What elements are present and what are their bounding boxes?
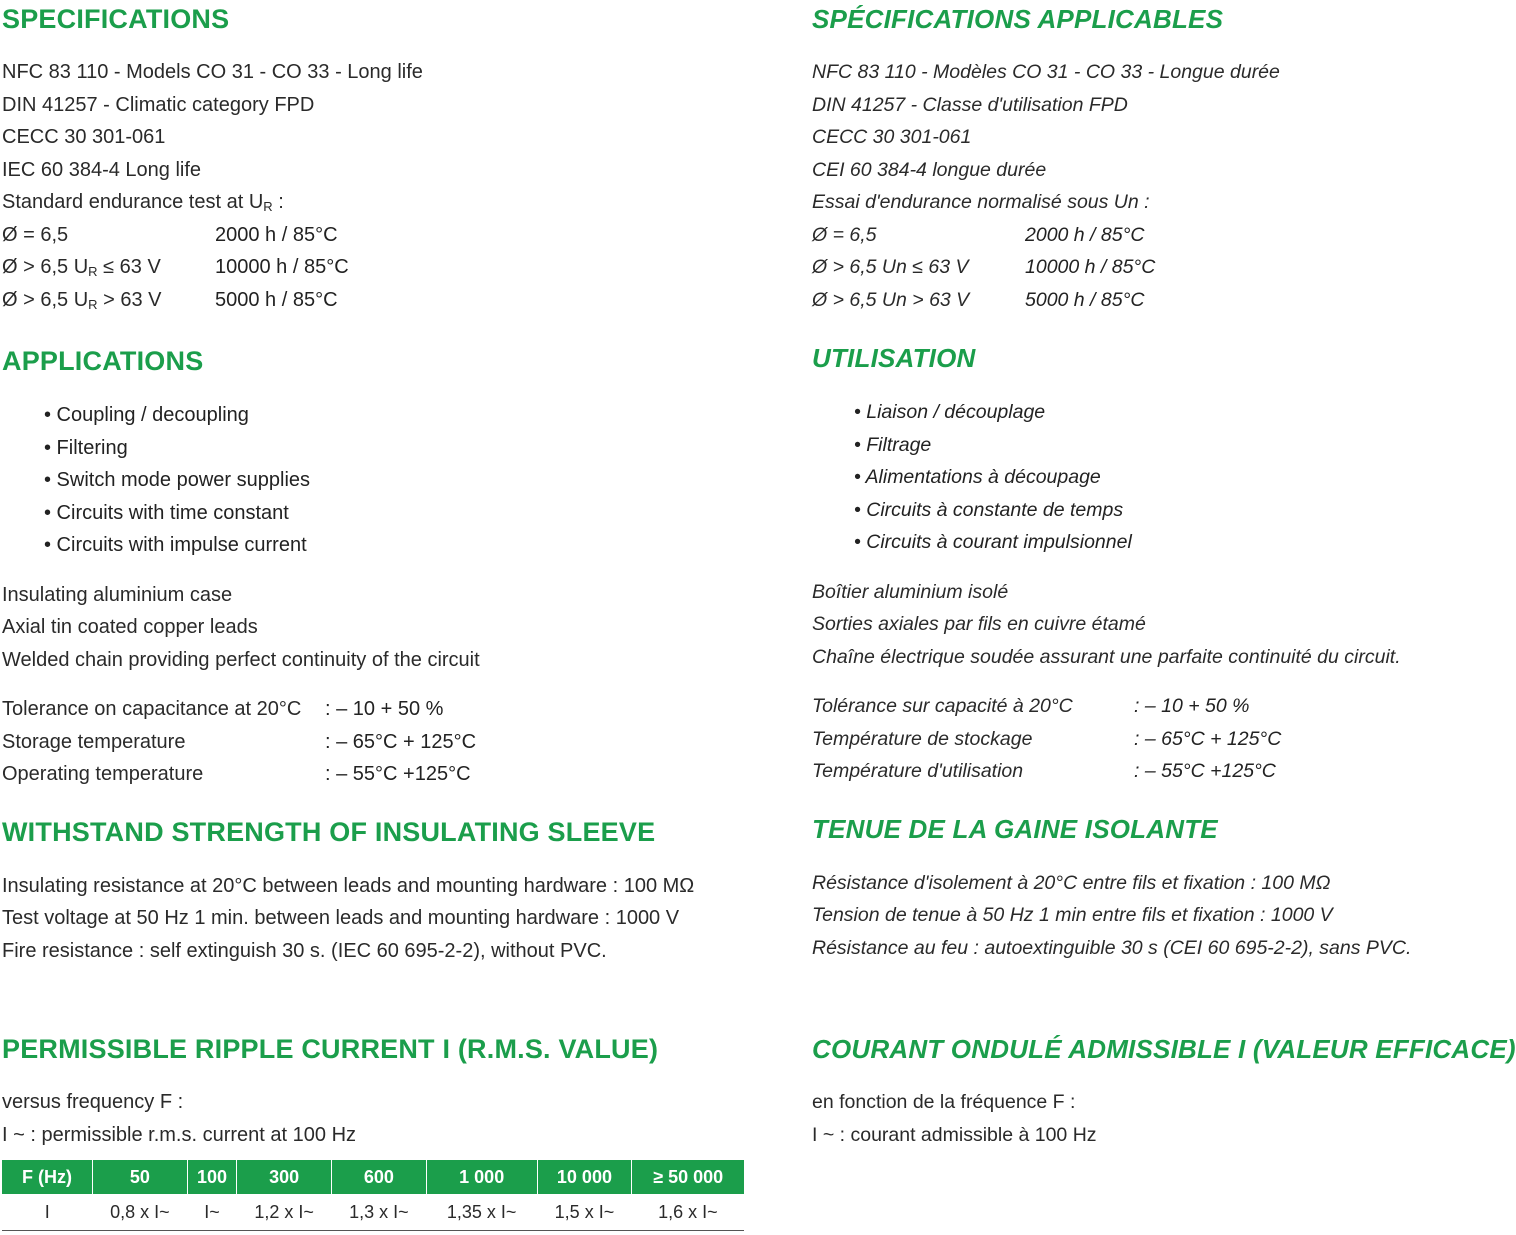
ripple-heading-fr: COURANT ONDULÉ ADMISSIBLE I (VALEUR EFFICACE) [812,1034,1516,1064]
table-row [2,1194,744,1231]
application-bullet-fr: • Circuits à constante de temps [854,499,1124,521]
spec-line: DIN 41257 - Climatic category FPD [2,94,315,116]
param-value: : – 10 + 50 % [325,698,444,720]
applications-heading: APPLICATIONS [2,346,204,376]
sleeve-line-fr: Résistance au feu : autoextinguible 30 s (CEI 60 695-2-2), sans PVC. [812,937,1412,959]
table-cell: 1,6 x I~ [632,1194,744,1231]
endurance-row-value: 2000 h / 85°C [215,224,338,246]
header-cell: 300 [237,1160,332,1194]
param-label: Operating temperature [2,763,204,785]
feature-line: Insulating aluminium case [2,584,233,606]
header-cell: F (Hz) [2,1160,93,1194]
table-cell: 1,5 x I~ [537,1194,632,1231]
ripple-line-fr: I ~ : courant admissible à 100 Hz [812,1124,1097,1146]
param-label-fr: Température d'utilisation [812,760,1024,782]
table-cell: 1,3 x I~ [332,1194,427,1231]
ripple-line: versus frequency F : [2,1091,184,1113]
endurance-row-value: 10000 h / 85°C [215,256,349,278]
param-label: Tolerance on capacitance at 20°C [2,698,302,720]
sleeve-line: Insulating resistance at 20°C between leads and mounting hardware : 100 MΩ [2,875,695,897]
sleeve-heading: WITHSTAND STRENGTH OF INSULATING SLEEVE [2,817,656,847]
header-cell: ≥ 50 000 [632,1160,744,1194]
table-cell: 1,2 x I~ [237,1194,332,1231]
param-value: : – 65°C + 125°C [325,731,477,753]
endurance-label: Standard endurance test at $U_R$ : [2,191,284,214]
feature-line-fr: Chaîne électrique soudée assurant une parfaite continuité du circuit. [812,646,1401,668]
ripple-table [2,1160,744,1231]
endurance-row-value-fr: 10000 h / 85°C [1025,256,1156,278]
endurance-row-label: Ø > 6,5 $U_R \le 63$ V [2,256,161,279]
header-cell: 50 [93,1160,188,1194]
table-cell: 1,35 x I~ [426,1194,537,1231]
ripple-line-fr: en fonction de la fréquence F : [812,1091,1076,1113]
header-cell: 1 000 [426,1160,537,1194]
spec-line-fr: CECC 30 301-061 [812,126,972,148]
table-cell: 0,8 x I~ [93,1194,188,1231]
application-bullet: • Circuits with time constant [44,502,289,524]
endurance-row-label: Ø = 6,5 [2,224,69,246]
endurance-row-value: 5000 h / 85°C [215,289,338,311]
application-bullet-fr: • Circuits à courant impulsionnel [854,531,1132,553]
application-bullet: • Filtering [44,437,128,459]
table-cell: I [2,1194,93,1231]
feature-line: Axial tin coated copper leads [2,616,258,638]
specifications-heading: SPECIFICATIONS [2,4,230,34]
param-label: Storage temperature [2,731,186,753]
endurance-row-label-fr: Ø > 6,5 Un ≤ 63 V [812,256,969,278]
ripple-heading: PERMISSIBLE RIPPLE CURRENT I (R.M.S. VALUE) [2,1034,659,1064]
param-value-fr: : – 55°C +125°C [1134,760,1276,782]
endurance-row-label-fr: Ø > 6,5 Un > 63 V [812,289,970,311]
application-bullet-fr: • Liaison / découplage [854,401,1046,423]
application-bullet: • Switch mode power supplies [44,469,311,491]
ripple-line: I ~ : permissible r.m.s. current at 100 Hz [2,1124,357,1146]
endurance-row-label-fr: Ø = 6,5 [812,224,877,246]
param-value: : – 55°C +125°C [325,763,471,785]
spec-line-fr: NFC 83 110 - Modèles CO 31 - CO 33 - Longue durée [812,61,1280,83]
endurance-row-value-fr: 2000 h / 85°C [1025,224,1145,246]
feature-line: Welded chain providing perfect continuity of the circuit [2,649,480,671]
endurance-label-fr: Essai d'endurance normalisé sous Un : [812,191,1150,213]
sleeve-line: Test voltage at 50 Hz 1 min. between leads and mounting hardware : 1000 V [2,907,680,929]
feature-line-fr: Boîtier aluminium isolé [812,581,1009,603]
header-cell: 600 [332,1160,427,1194]
spec-line: CECC 30 301-061 [2,126,166,148]
applications-heading-fr: UTILISATION [812,343,976,373]
spec-line-fr: DIN 41257 - Classe d'utilisation FPD [812,94,1128,116]
param-value-fr: : – 10 + 50 % [1134,695,1250,717]
sleeve-line-fr: Tension de tenue à 50 Hz 1 min entre fils et fixation : 1000 V [812,904,1333,926]
header-cell: 100 [187,1160,236,1194]
application-bullet-fr: • Filtrage [854,434,932,456]
spec-line-fr: CEI 60 384-4 longue durée [812,159,1047,181]
application-bullet-fr: • Alimentations à découpage [854,466,1101,488]
spec-line: IEC 60 384-4 Long life [2,159,202,181]
param-label-fr: Tolérance sur capacité à 20°C [812,695,1073,717]
sleeve-heading-fr: TENUE DE LA GAINE ISOLANTE [812,814,1218,844]
param-value-fr: : – 65°C + 125°C [1134,728,1282,750]
ripple-table-header [2,1160,744,1194]
feature-line-fr: Sorties axiales par fils en cuivre étamé [812,613,1146,635]
application-bullet: • Circuits with impulse current [44,534,307,556]
specifications-heading-fr: SPÉCIFICATIONS APPLICABLES [812,4,1224,34]
sleeve-line-fr: Résistance d'isolement à 20°C entre fils et fixation : 100 MΩ [812,872,1331,894]
sleeve-line: Fire resistance : self extinguish 30 s. (IEC 60 695-2-2), without PVC. [2,940,607,962]
param-label-fr: Température de stockage [812,728,1033,750]
table-cell: I~ [187,1194,236,1231]
application-bullet: • Coupling / decoupling [44,404,249,426]
header-cell: 10 000 [537,1160,632,1194]
spec-line: NFC 83 110 - Models CO 31 - CO 33 - Long life [2,61,423,83]
endurance-row-label: Ø > 6,5 $U_R > 63$ V [2,289,162,312]
endurance-row-value-fr: 5000 h / 85°C [1025,289,1145,311]
